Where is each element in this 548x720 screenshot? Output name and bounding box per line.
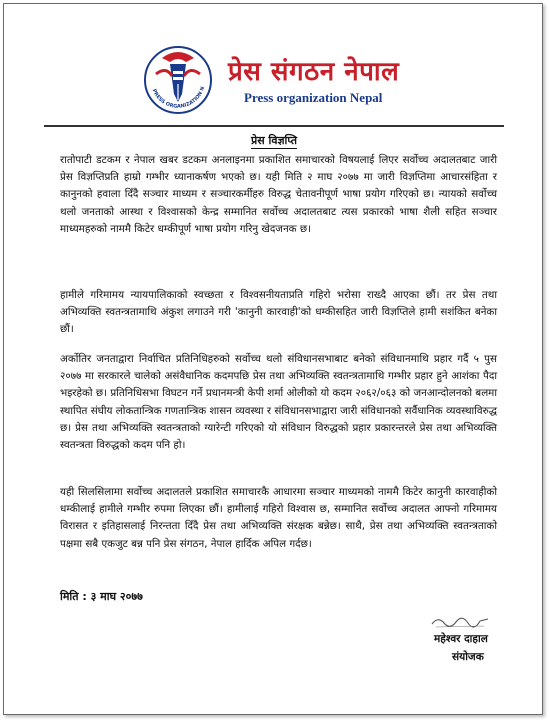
paragraph-1: रातोपाटी डटकम र नेपाल खबर डटकम अनलाइनमा प्रकाशित समाचारको विषयलाई लिएर सर्वोच्च अदालतबाट जारी प्रेस विज्ञप्तिप्रति हाम्रो गम्भीर ध्यानाकर्षण भएको छ। यही मिति २ माघ २०७७ मा जारी विज्ञप्तिमा आचारसंहिता र कानुनको हवाला दिँदै सञ्चार माध्यम र सञ्चारकर्मीहरु विरुद्ध चेतावनीपूर्ण भाषा प्रयोग गरिएको छ। न्यायको सर्वोच्च थलो जनताको आस्था र विश्वासको केन्द्र सम्मानित सर्वोच्च अदालतबाट त्यस प्रकारको भाषा शैली सहित सञ्चार माध्यमहरुको नाममै किटेर धम्कीपूर्ण भाषा प्रयोग गरिनु खेदजनक छ।	[60, 154, 497, 235]
press-organization-logo-icon	[142, 44, 214, 116]
document-title-text: प्रेस विज्ञप्ति	[250, 134, 298, 147]
date-line: मिति : ३ माघ २०७७	[60, 590, 143, 603]
header-divider	[44, 125, 504, 127]
paragraph-3: अर्कोतिर जनताद्वारा निर्वाचित प्रतिनिधिहरुको सर्वोच्च थलो संविधानसभाबाट बनेको संविधानमाथि प्रहार गर्दै ५ पुस २०७७ मा सरकारले चालेको असंवैधानिक कदमपछि प्रेस तथा अभिव्यक्ति स्वतन्त्रतामाथि गम्भीर प्रहार हुने आशंका पैदा भइरहेको छ। प्रतिनिधिसभा विघटन गर्ने प्रधानमन्त्री केपी शर्मा ओलीको यो कदम २०६२/०६३ को जनआन्दोलनको बलमा स्थापित संघीय लोकतान्त्रिक गणतान्त्रिक शासन व्यवस्था र संविधानसभाद्वारा जारी संविधानको सर्वैधानिक व्यवस्थाविरुद्ध छ। प्रेस तथा अभिव्यक्ति स्वतन्त्रताको ग्यारेन्टी गरिएको यो संविधान विरुद्धको प्रहार प्रकारन्तरले प्रेस तथा अभिव्यक्ति स्वतन्त्रता विरुद्धको कदम पनि हो।	[60, 353, 497, 452]
signatory-role: संयोजक	[452, 651, 484, 663]
paragraph-4: यही सिलसिलामा सर्वोच्च अदालतले प्रकाशित समाचारकै आधारमा सञ्चार माध्यमको नाममै किटेर कानुनी कारवाहीको धम्कीलाई हामीले गम्भीर रुपमा लिएका छौं। हामीलाई गहिरो विश्वास छ, सम्मानित सर्वोच्च अदालत आफ्नो गरिमामय विरासत र इतिहासलाई निरन्तता दिँदै प्रेस तथा अभिव्यक्ति संरक्षक बन्नेछ। साथै, प्रेस तथा अभिव्यक्ति स्वतन्त्रताको पक्षमा सबै एकजुट बन्न पनि प्रेस संगठन, नेपाल हार्दिक अपिल गर्दछ।	[60, 486, 497, 550]
letterhead	[0, 0, 548, 128]
org-name-nepali: प्रेस संगठन नेपाल	[228, 57, 400, 87]
paragraph-2: हामीले गरिमामय न्यायपालिकाको स्वच्छता र विश्वसनीयताप्रति गहिरो भरोसा राख्दै आएका छौं। तर प्रेस तथा अभिव्यक्ति स्वतन्त्रतामाथि अंकुश लगाउने गरी 'कानुनी कारवाही'को धम्कीसहित जारी विज्ञप्तिले हामी सशंकित बनेका छौं।	[60, 289, 497, 336]
signature-icon	[428, 610, 492, 632]
signatory-name: महेश्वर दाहाल	[434, 633, 488, 645]
document-title	[0, 133, 548, 148]
org-name-english: Press organization Nepal	[244, 90, 383, 105]
logo-ring-text: PRESS ORGANIZATION N	[150, 85, 207, 110]
